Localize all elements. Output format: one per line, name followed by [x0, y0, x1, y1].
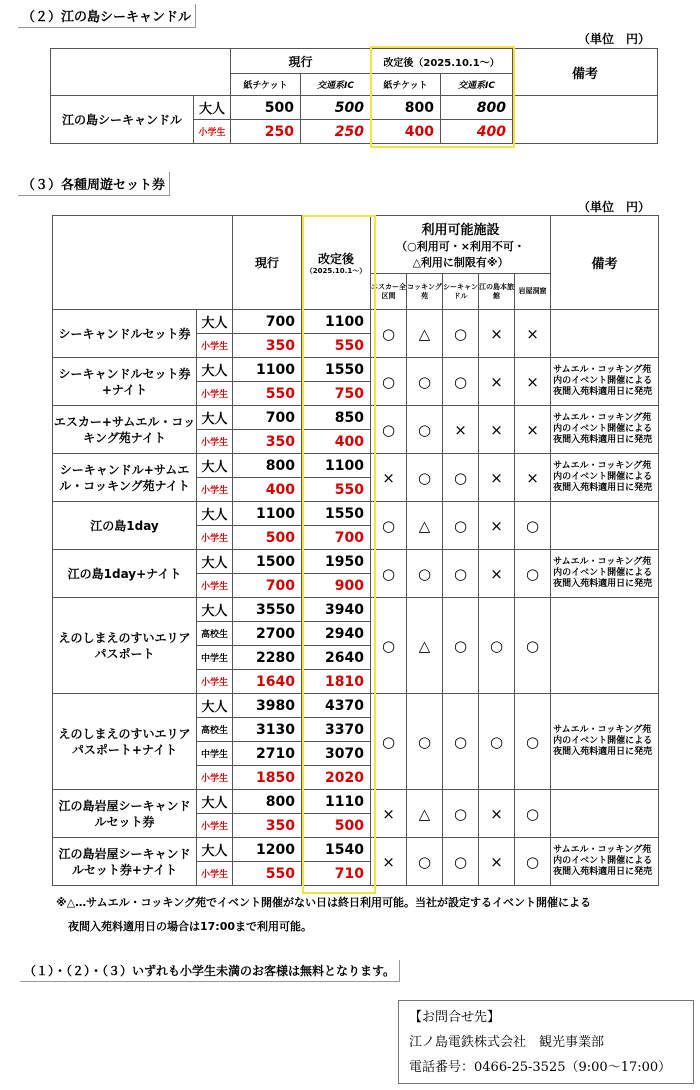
product-name: シーキャンドル+サムエル・コッキング苑ナイト — [53, 454, 197, 502]
remarks-cell: サムエル・コッキング苑内のイベント開催による夜間入苑料適用日に発売 — [551, 550, 659, 598]
current-price: 350 — [233, 430, 302, 454]
facility-mark: × — [443, 406, 479, 454]
facility-mark: × — [515, 310, 551, 358]
remarks-cell — [551, 790, 659, 838]
product-name: 江の島岩屋シーキャンドルセット券 — [53, 790, 197, 838]
header-revised: 改定後（2025.10.1～） — [371, 49, 513, 74]
facility-mark: ○ — [443, 454, 479, 502]
current-price: 800 — [233, 790, 302, 814]
category-label: 小学生 — [197, 382, 233, 406]
revised-price: 2020 — [302, 766, 371, 790]
facility-enoshima-hotel: 江の島本旅館 — [479, 274, 515, 310]
header-paper-current: 紙チケット — [231, 74, 301, 96]
product-row — [53, 598, 659, 622]
revised-price: 1950 — [302, 550, 371, 574]
category-label: 小学生 — [197, 478, 233, 502]
category-label: 小学生 — [197, 766, 233, 790]
revised-price: 550 — [302, 478, 371, 502]
header-revised — [302, 216, 371, 310]
price-cell: 400 — [371, 120, 441, 144]
section-3-unit: （単位 円） — [578, 200, 651, 214]
revised-price: 710 — [302, 862, 371, 886]
facility-mark: ○ — [407, 358, 443, 406]
current-price: 3130 — [233, 718, 302, 742]
revised-price: 550 — [302, 334, 371, 358]
facility-mark: ○ — [371, 502, 407, 550]
price-cell: 250 — [231, 120, 301, 144]
facility-cocking: コッキング苑 — [407, 274, 443, 310]
facility-mark: ○ — [479, 694, 515, 790]
current-price: 1200 — [233, 838, 302, 862]
product-name: 江の島1day+ナイト — [53, 550, 197, 598]
facility-mark: ○ — [371, 694, 407, 790]
revised-price: 1550 — [302, 502, 371, 526]
facility-mark: ○ — [443, 838, 479, 886]
category-adult: 大人 — [194, 96, 231, 120]
facility-mark: ○ — [443, 358, 479, 406]
remarks-cell: サムエル・コッキング苑内のイベント開催による夜間入苑料適用日に発売 — [551, 838, 659, 886]
current-price: 700 — [233, 310, 302, 334]
category-label: 中学生 — [197, 646, 233, 670]
facility-mark: × — [479, 838, 515, 886]
header-ic-current: 交通系IC — [301, 74, 371, 96]
product-row — [53, 694, 659, 718]
category-label: 大人 — [197, 790, 233, 814]
product-name: えのしまえのすいエリアパスポート — [53, 598, 197, 694]
facility-mark: △ — [407, 310, 443, 358]
facility-mark: × — [479, 310, 515, 358]
facility-mark: ○ — [479, 598, 515, 694]
remarks-cell — [551, 502, 659, 550]
category-child: 小学生 — [194, 120, 231, 144]
product-row — [53, 838, 659, 862]
category-label: 大人 — [197, 358, 233, 382]
current-price: 2710 — [233, 742, 302, 766]
facility-mark: × — [479, 406, 515, 454]
facility-mark: ○ — [407, 838, 443, 886]
facility-mark: △ — [407, 598, 443, 694]
current-price: 800 — [233, 454, 302, 478]
facility-mark: ○ — [407, 550, 443, 598]
facility-mark: × — [479, 550, 515, 598]
remarks-cell: サムエル・コッキング苑内のイベント開催による夜間入苑料適用日に発売 — [551, 454, 659, 502]
revised-price: 400 — [302, 430, 371, 454]
current-price: 1100 — [233, 502, 302, 526]
product-name: 江の島1day — [53, 502, 197, 550]
facility-mark: ○ — [515, 694, 551, 790]
facility-mark: ○ — [407, 406, 443, 454]
category-label: 高校生 — [197, 718, 233, 742]
section-3-table — [52, 215, 659, 886]
product-row — [53, 310, 659, 334]
revised-price: 3070 — [302, 742, 371, 766]
facility-mark: ○ — [371, 550, 407, 598]
section-3-title: （３）各種周遊セット券 — [18, 172, 170, 196]
facility-mark: × — [371, 838, 407, 886]
price-cell: 800 — [441, 96, 513, 120]
facility-mark: ○ — [443, 790, 479, 838]
category-label: 中学生 — [197, 742, 233, 766]
revised-price: 3940 — [302, 598, 371, 622]
contact-phone: 電話番号：0466-25-3525（9:00～17:00） — [409, 1060, 672, 1075]
free-note: （１）・（２）・（３）いずれも小学生未満のお客様は無料となります。 — [20, 960, 400, 982]
product-row — [53, 550, 659, 574]
product-row — [53, 790, 659, 814]
facility-iwaya: 岩屋洞窟 — [515, 274, 551, 310]
section-2-table — [50, 48, 658, 144]
header-remarks: 備考 — [513, 49, 658, 96]
facility-mark: ○ — [407, 694, 443, 790]
product-name: シーキャンドルセット券+ナイト — [53, 358, 197, 406]
category-label: 大人 — [197, 598, 233, 622]
contact-box — [398, 1000, 694, 1084]
price-cell: 250 — [301, 120, 371, 144]
facility-mark: ○ — [443, 598, 479, 694]
facility-mark: × — [479, 502, 515, 550]
current-price: 1640 — [233, 670, 302, 694]
header-current: 現行 — [233, 216, 302, 310]
current-price: 550 — [233, 382, 302, 406]
facility-mark: ○ — [443, 310, 479, 358]
category-label: 高校生 — [197, 622, 233, 646]
revised-price: 1100 — [302, 310, 371, 334]
remarks-cell: サムエル・コッキング苑内のイベント開催による夜間入苑料適用日に発売 — [551, 358, 659, 406]
revised-price: 750 — [302, 382, 371, 406]
header-paper-revised: 紙チケット — [371, 74, 441, 96]
category-label: 大人 — [197, 406, 233, 430]
current-price: 350 — [233, 814, 302, 838]
revised-price: 1110 — [302, 790, 371, 814]
remarks-cell — [513, 96, 658, 144]
revised-price: 1550 — [302, 358, 371, 382]
price-cell: 800 — [371, 96, 441, 120]
contact-title: 【お問合せ先】 — [409, 1010, 501, 1025]
header-blank — [51, 49, 231, 96]
facility-mark: × — [479, 358, 515, 406]
category-label: 小学生 — [197, 526, 233, 550]
revised-price: 2940 — [302, 622, 371, 646]
header-ic-revised: 交通系IC — [441, 74, 513, 96]
revised-price: 850 — [302, 406, 371, 430]
facility-mark: × — [371, 454, 407, 502]
product-row — [53, 454, 659, 478]
category-label: 小学生 — [197, 574, 233, 598]
revised-price: 1810 — [302, 670, 371, 694]
facility-mark: ○ — [371, 358, 407, 406]
facility-mark: ○ — [371, 598, 407, 694]
current-price: 350 — [233, 334, 302, 358]
current-price: 500 — [233, 526, 302, 550]
current-price: 400 — [233, 478, 302, 502]
price-cell: 500 — [301, 96, 371, 120]
product-row — [53, 406, 659, 430]
facility-mark: ○ — [515, 838, 551, 886]
current-price: 1100 — [233, 358, 302, 382]
facility-mark: △ — [407, 790, 443, 838]
category-label: 小学生 — [197, 430, 233, 454]
facility-mark: × — [479, 790, 515, 838]
facility-escar: エスカー全区間 — [371, 274, 407, 310]
footnote-2: 夜間入苑料適用日の場合は17:00まで利用可能。 — [68, 920, 313, 933]
facility-mark: ○ — [407, 454, 443, 502]
current-price: 550 — [233, 862, 302, 886]
revised-price: 3370 — [302, 718, 371, 742]
header-blank — [53, 216, 233, 310]
facility-mark: ○ — [515, 790, 551, 838]
facility-mark: × — [515, 406, 551, 454]
category-label: 小学生 — [197, 334, 233, 358]
remarks-cell: サムエル・コッキング苑内のイベント開催による夜間入苑料適用日に発売 — [551, 406, 659, 454]
facility-mark: × — [479, 454, 515, 502]
revised-price: 700 — [302, 526, 371, 550]
category-label: 大人 — [197, 550, 233, 574]
facility-mark: × — [515, 454, 551, 502]
product-name: シーキャンドルセット券 — [53, 310, 197, 358]
header-revised-date: （2025.10.1～） — [305, 266, 367, 275]
facilities-legend-2: △利用に制限有※） — [412, 256, 509, 269]
section-2-title: （２）江の島シーキャンドル — [18, 4, 196, 28]
facility-seacandle: シーキャンドル — [443, 274, 479, 310]
product-name: エスカー+サムエル・コッキング苑ナイト — [53, 406, 197, 454]
price-cell: 400 — [441, 120, 513, 144]
contact-company: 江ノ島電鉄株式会社 観光事業部 — [409, 1035, 605, 1050]
header-revised-label: 改定後 — [317, 251, 354, 266]
current-price: 700 — [233, 406, 302, 430]
current-price: 700 — [233, 574, 302, 598]
revised-price: 4370 — [302, 694, 371, 718]
product-name: えのしまえのすいエリアパスポート+ナイト — [53, 694, 197, 790]
current-price: 2280 — [233, 646, 302, 670]
current-price: 1850 — [233, 766, 302, 790]
category-label: 大人 — [197, 502, 233, 526]
header-facilities — [371, 216, 551, 274]
revised-price: 2640 — [302, 646, 371, 670]
category-label: 大人 — [197, 310, 233, 334]
remarks-cell: サムエル・コッキング苑内のイベント開催による夜間入苑料適用日に発売 — [551, 694, 659, 790]
facilities-title: 利用可能施設 — [421, 223, 500, 238]
category-label: 大人 — [197, 694, 233, 718]
facility-mark: ○ — [443, 550, 479, 598]
category-label: 大人 — [197, 838, 233, 862]
header-current: 現行 — [231, 49, 371, 74]
product-name: 江の島シーキャンドル — [51, 96, 194, 144]
current-price: 1500 — [233, 550, 302, 574]
revised-price: 500 — [302, 814, 371, 838]
facility-mark: ○ — [443, 502, 479, 550]
current-price: 3550 — [233, 598, 302, 622]
facility-mark: △ — [407, 502, 443, 550]
facility-mark: ○ — [371, 406, 407, 454]
category-label: 小学生 — [197, 670, 233, 694]
section-2-unit: （単位 円） — [578, 32, 651, 46]
category-label: 小学生 — [197, 814, 233, 838]
remarks-cell — [551, 310, 659, 358]
facilities-legend-1: （○利用可・×利用不可・ — [396, 240, 525, 253]
header-remarks: 備考 — [551, 216, 659, 310]
product-name: 江の島岩屋シーキャンドルセット券+ナイト — [53, 838, 197, 886]
facility-mark: ○ — [515, 598, 551, 694]
revised-price: 1100 — [302, 454, 371, 478]
category-label: 大人 — [197, 454, 233, 478]
facility-mark: × — [515, 358, 551, 406]
facility-mark: ○ — [515, 502, 551, 550]
facility-mark: ○ — [515, 550, 551, 598]
price-cell: 500 — [231, 96, 301, 120]
remarks-cell — [551, 598, 659, 694]
current-price: 2700 — [233, 622, 302, 646]
category-label: 小学生 — [197, 862, 233, 886]
revised-price: 900 — [302, 574, 371, 598]
facility-mark: ○ — [371, 310, 407, 358]
product-row — [53, 502, 659, 526]
current-price: 3980 — [233, 694, 302, 718]
facility-mark: ○ — [443, 694, 479, 790]
facility-mark: × — [371, 790, 407, 838]
revised-price: 1540 — [302, 838, 371, 862]
footnote-1: ※△…サムエル・コッキング苑でイベント開催がない日は終日利用可能。当社が設定するイベント開催による — [56, 896, 592, 909]
product-row — [53, 358, 659, 382]
